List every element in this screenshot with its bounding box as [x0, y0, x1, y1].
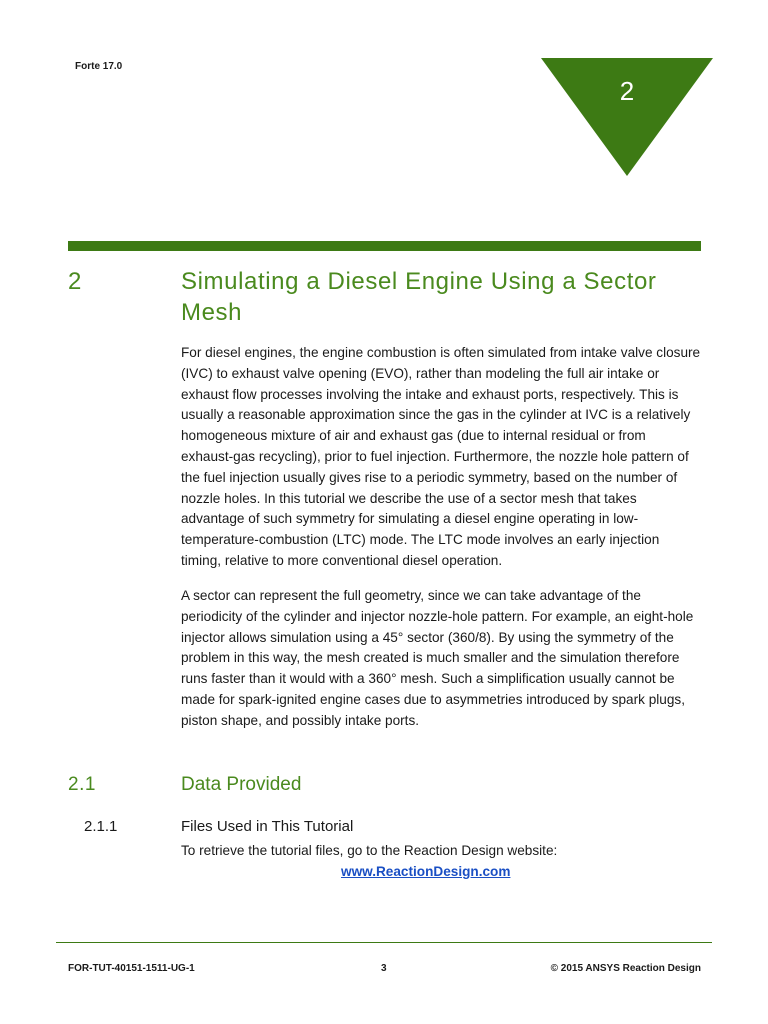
footer-divider	[56, 942, 712, 943]
retrieve-instructions: To retrieve the tutorial files, go to the Reaction Design website:	[181, 843, 558, 858]
subsection-heading-title: Files Used in This Tutorial	[181, 818, 354, 835]
subsection-heading-number: 2.1.1	[84, 818, 118, 835]
section-heading-title: Data Provided	[181, 774, 302, 795]
chapter-heading-title: Simulating a Diesel Engine Using a Sector Mesh	[181, 268, 657, 326]
chapter-marker	[541, 58, 713, 176]
chapter-heading-number: 2	[68, 268, 82, 295]
document-id: FOR-TUT-40151-1511-UG-1	[68, 963, 195, 974]
body-paragraph: A sector can represent the full geometry, since we can take advantage of the periodicity of the cylinder and injector nozzle-hole pattern. For example, an eight-hole injector allows simulation using a 45° sector (360/8). By using the symmetry of the problem in this way, the mesh created is much smaller and the simulation therefore runs faster than it would with a 360° mesh. Such a simplification usually cannot be made for spark-ignited engine cases due to asymmetries introduced by spark plugs, piston shape, and possibly intake ports.	[181, 588, 694, 728]
page-number: 3	[381, 963, 387, 974]
body-paragraph: For diesel engines, the engine combustion is often simulated from intake valve closure (IVC) to exhaust valve opening (EVO), rather than modeling the full air intake or exhaust flow processes involving the intake and exhaust ports, respectively. This is usually a reasonable approximation since the gas in the cylinder at IVC is a relatively homogeneous mixture of air and exhaust gas (due to internal residual or from exhaust-gas recycling), prior to fuel injection. Furthermore, the nozzle hole pattern of the fuel injection usually gives rise to a periodic symmetry, based on the number of nozzle holes. In this tutorial we describe the use of a sector mesh that takes advantage of such symmetry for simulating a diesel engine operating in low-temperature-combustion (LTC) mode. The LTC mode involves an early injection timing, relative to more conventional diesel operation.	[181, 345, 701, 568]
section-heading-number: 2.1	[68, 774, 96, 795]
copyright-notice: © 2015 ANSYS Reaction Design	[550, 963, 701, 974]
section-divider	[68, 241, 701, 251]
chapter-number: 2	[619, 76, 635, 106]
product-version-header: Forte 17.0	[75, 61, 123, 72]
website-link[interactable]: www.ReactionDesign.com	[341, 864, 511, 879]
